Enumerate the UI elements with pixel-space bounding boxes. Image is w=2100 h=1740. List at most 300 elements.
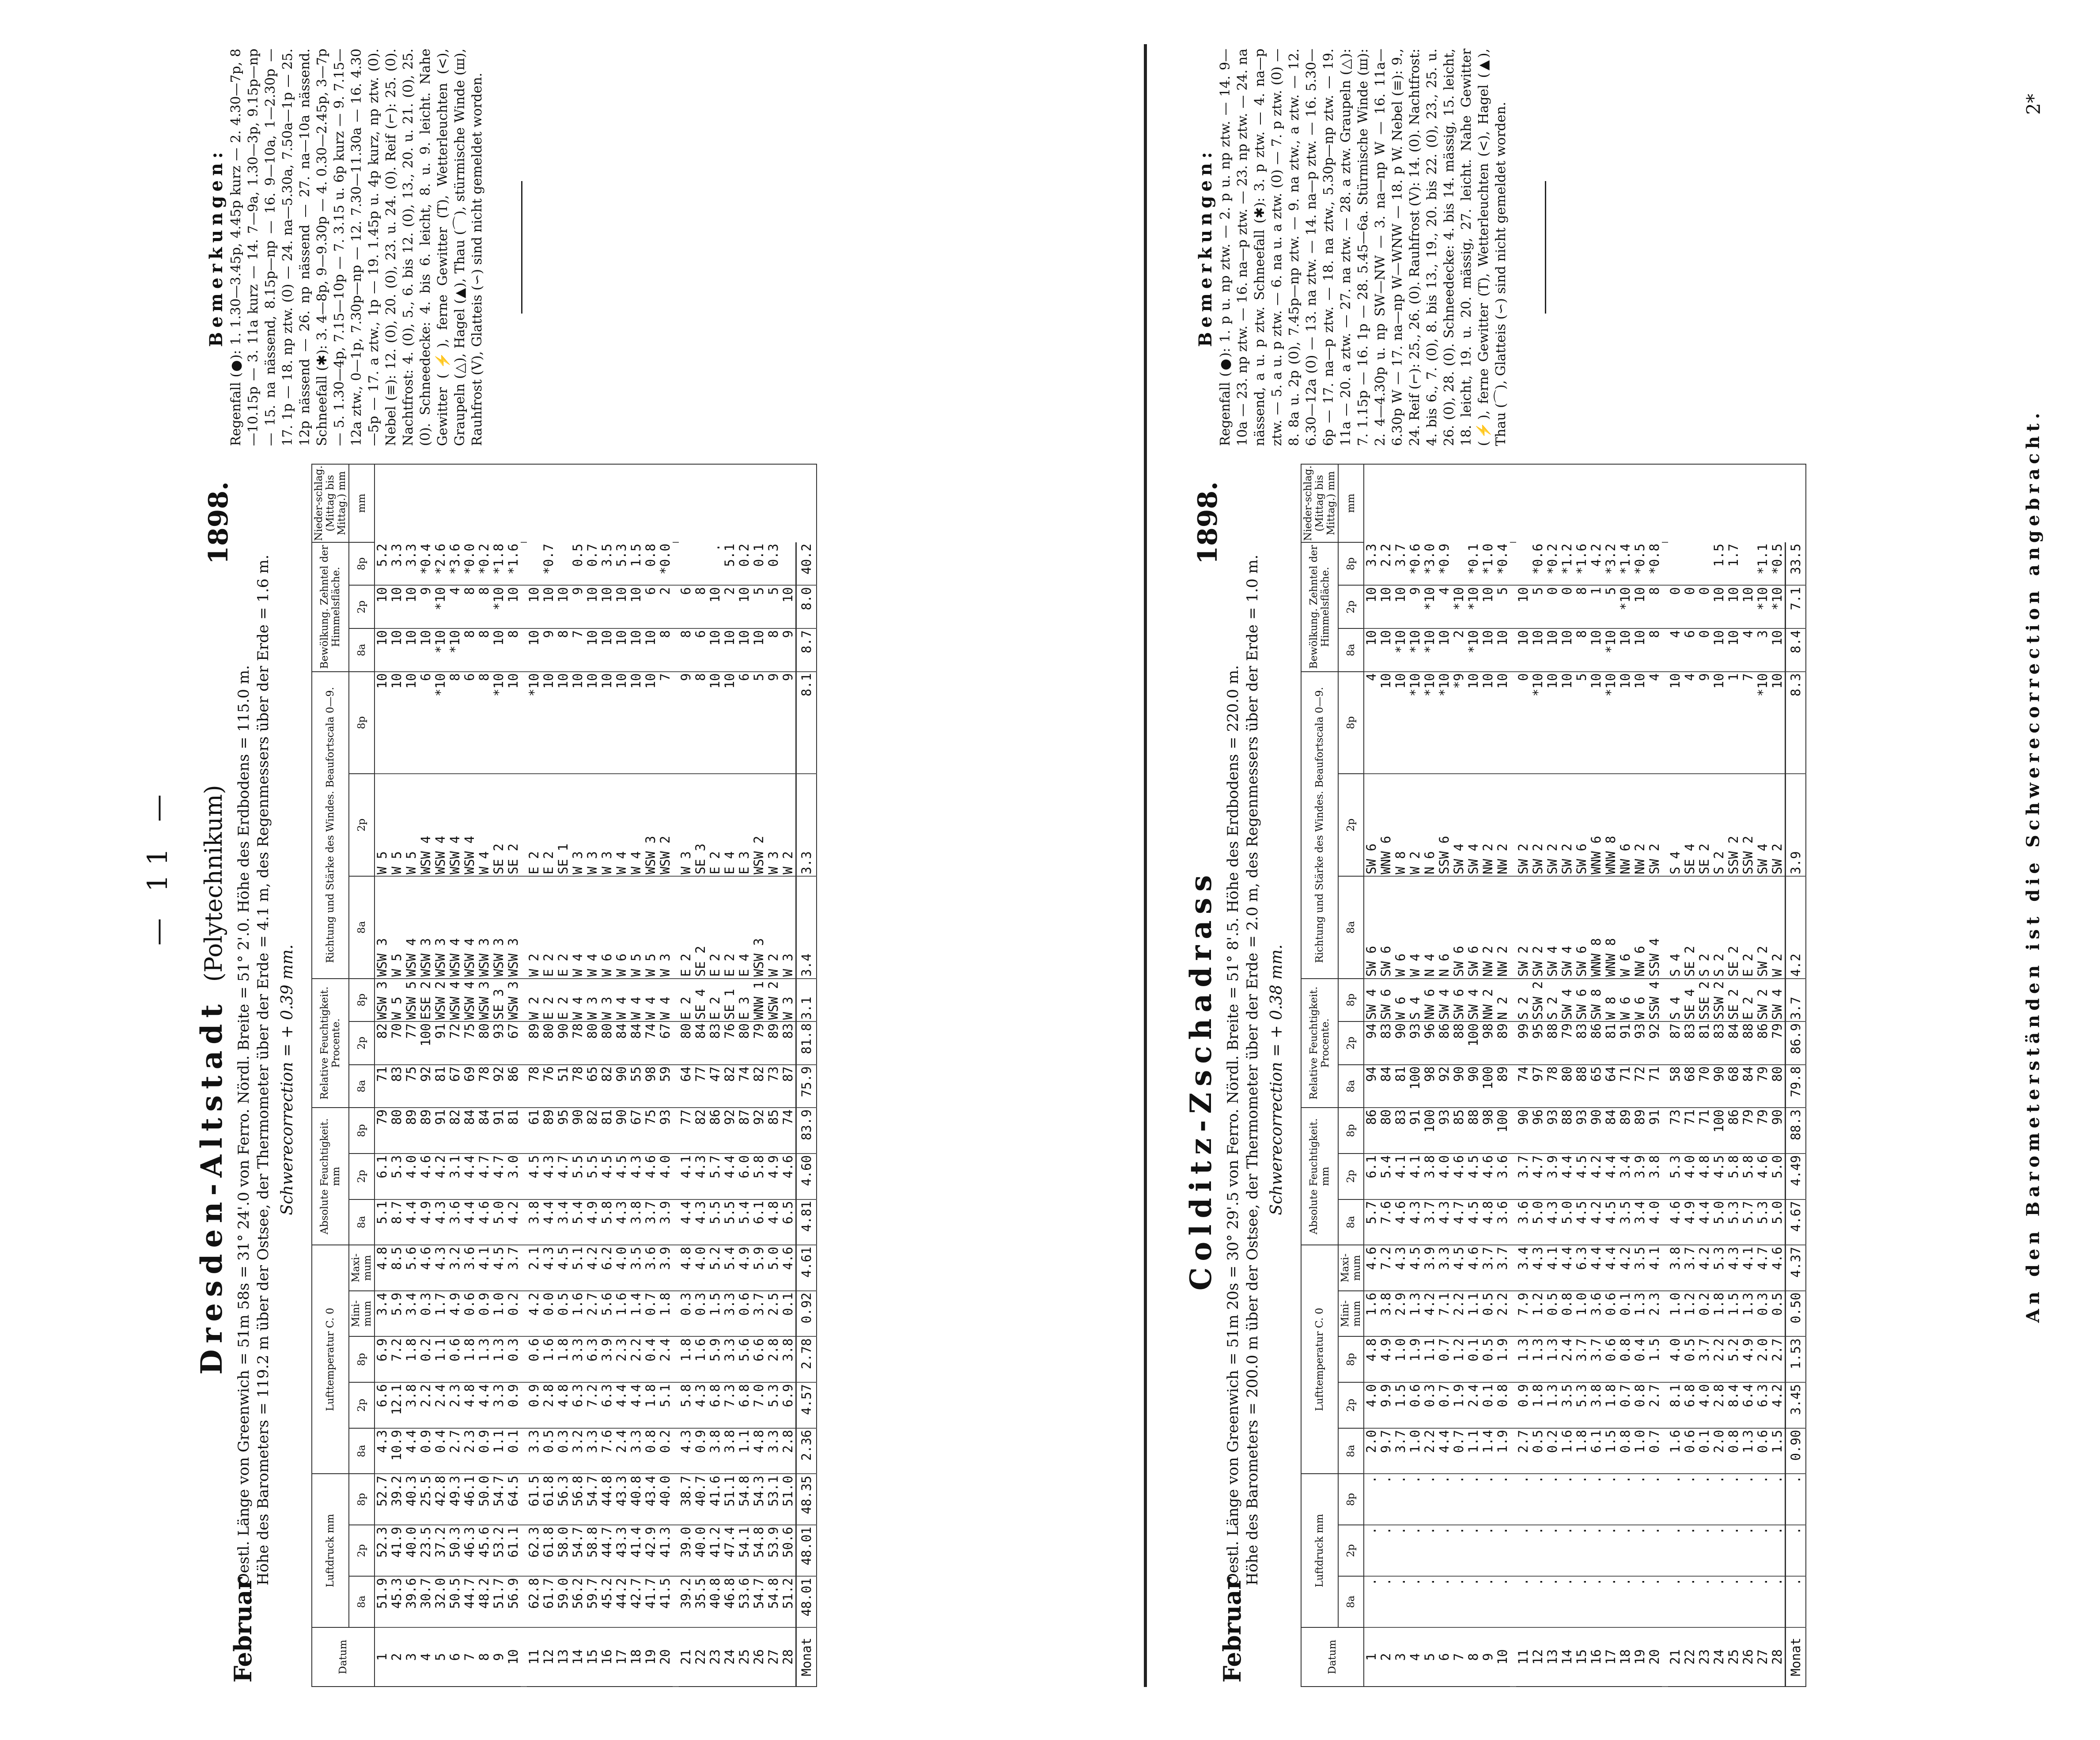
table-cell: *10 — [1423, 586, 1437, 629]
observation-table — [311, 464, 817, 1687]
table-cell: 46.1 — [462, 1474, 477, 1525]
table-cell: WNW 6 — [1589, 774, 1604, 876]
table-cell: 97 — [1531, 1065, 1545, 1108]
column-sub-t8a: 8a — [1338, 628, 1364, 672]
table-cell: 1.5 — [1604, 1428, 1618, 1474]
table-cell: 70 — [1697, 1065, 1712, 1108]
gap-cell — [1662, 628, 1668, 672]
table-cell: 86 — [1364, 1108, 1379, 1154]
table-cell: 17 — [1604, 1627, 1618, 1687]
table-cell: . — [1756, 1474, 1770, 1525]
table-cell: 90 — [614, 1065, 629, 1108]
table-cell: 94 — [1364, 1021, 1379, 1065]
table-cell: 0.5 — [1481, 1291, 1495, 1337]
table-cell: SW 4 — [1560, 876, 1574, 979]
table-row — [585, 464, 600, 1687]
table-cell: E 3 — [737, 774, 752, 876]
table-cell: 41.7 — [643, 1576, 658, 1627]
column-sub-t8p: 8p — [349, 1474, 375, 1525]
table-cell: 10 — [506, 586, 521, 629]
table-cell: 5.3 — [1756, 1199, 1770, 1245]
table-cell: 84 — [693, 1021, 708, 1065]
column-group-relfeucht: Relative Feuchtigkeit. Procente. — [1301, 979, 1338, 1108]
table-cell: . — [1452, 1525, 1466, 1576]
table-cell: 58 — [1668, 1065, 1683, 1108]
table-cell: *0.4 — [419, 542, 433, 586]
table-cell: 4.5 — [1452, 1245, 1466, 1291]
table-cell: 4.4 — [462, 1199, 477, 1245]
geo-line-2: Höhe des Barometers = 200.0 m über der Ostsee, der Thermometer über der Erde = 2.0 m, des Regenmessers über der Erde = 1.0 m. — [1244, 555, 1261, 1585]
table-cell: 1 — [1726, 672, 1741, 774]
table-cell: W 2 — [527, 876, 541, 979]
gap-cell — [521, 1382, 527, 1428]
table-cell: 4.9 — [585, 1199, 600, 1245]
table-cell: 5.9 — [390, 1291, 404, 1337]
table-cell: 10 — [1393, 672, 1408, 774]
table-cell: E 4 — [723, 774, 737, 876]
table-cell: 54.8 — [737, 1474, 752, 1525]
table-cell: 2 — [723, 586, 737, 629]
table-cell: 5.0 — [1560, 1199, 1574, 1245]
geo-info — [234, 473, 273, 1585]
table-cell: 3.7 — [1423, 1199, 1437, 1245]
table-cell: 9 — [1408, 586, 1423, 629]
table-cell: 2.8 — [541, 1382, 556, 1428]
table-cell: 10 — [723, 628, 737, 672]
table-cell: W 4 — [1408, 876, 1423, 979]
table-row — [1364, 464, 1379, 1687]
column-group-bewoelkung: Bewölkung. Zehntel der Himmelsfläche. — [1301, 542, 1338, 672]
table-row — [433, 464, 448, 1687]
table-cell: 5.3 — [1668, 1154, 1683, 1199]
table-cell: 6 — [693, 628, 708, 672]
table-cell: W 3 — [679, 774, 693, 876]
table-cell: 1.2 — [1531, 1291, 1545, 1337]
table-cell: 4.4 — [679, 1199, 693, 1245]
table-cell: 10 — [527, 586, 541, 629]
station-name-sub: (Polytechnikum) — [200, 785, 227, 982]
table-cell: SW 2 — [1516, 876, 1531, 979]
table-cell: 5.0 — [1770, 1199, 1786, 1245]
table-cell: 10 — [1618, 672, 1633, 774]
table-cell: WSW 3 — [477, 876, 492, 979]
table-cell: *10 — [1531, 672, 1545, 774]
table-row — [448, 464, 462, 1687]
table-cell: 1.5 — [1393, 1382, 1408, 1428]
table-cell: 10 — [541, 586, 556, 629]
table-cell: 3.8 — [404, 1382, 419, 1428]
table-cell: 2.8 — [781, 1428, 796, 1474]
table-cell: 1.3 — [1531, 1336, 1545, 1382]
table-cell: 4.6 — [1452, 1154, 1466, 1199]
table-cell: 80 — [541, 1021, 556, 1065]
table-cell: 27 — [766, 1627, 781, 1687]
table-cell: 3.5 — [1618, 1199, 1633, 1245]
table-cell: 10 — [1379, 628, 1393, 672]
table-cell: W 2 — [781, 774, 796, 876]
table-cell: 4.1 — [1647, 1245, 1662, 1291]
table-cell: 0 — [1668, 586, 1683, 629]
table-cell: 0.2 — [506, 1291, 521, 1337]
table-cell: 82 — [752, 1065, 766, 1108]
table-cell: 8.1 — [1668, 1382, 1683, 1428]
table-cell: 4.8 — [375, 1245, 390, 1291]
table-cell: SW 6 — [1574, 876, 1589, 979]
monthly-cell: 3.1 — [796, 979, 817, 1022]
table-cell: 4.6 — [1668, 1199, 1683, 1245]
table-cell: E 4 — [737, 876, 752, 979]
table-cell: . — [1560, 1525, 1574, 1576]
table-cell: 7.2 — [390, 1336, 404, 1382]
table-cell: W 6 — [1633, 979, 1647, 1022]
table-cell: 0.8 — [1726, 1428, 1741, 1474]
table-cell: SE 4 — [1683, 979, 1697, 1022]
table-cell: 89 — [766, 1021, 781, 1065]
table-cell: SE 1 — [723, 979, 737, 1022]
table-cell: 10 — [390, 586, 404, 629]
month: Februar — [1218, 1577, 1246, 1683]
table-cell: 69 — [462, 1065, 477, 1108]
table-cell: 0.4 — [643, 1336, 658, 1382]
table-cell: *2.6 — [433, 542, 448, 586]
table-cell: 4.6 — [1756, 1154, 1770, 1199]
table-cell: 5.3 — [614, 542, 629, 586]
table-cell: 8 — [1466, 1627, 1481, 1687]
table-cell: . — [1545, 1576, 1560, 1627]
table-cell: 42.8 — [433, 1474, 448, 1525]
column-sub-t8a: 8a — [1338, 1428, 1364, 1474]
table-cell: 45.2 — [600, 1576, 614, 1627]
table-cell: SE 2 — [1683, 876, 1697, 979]
table-cell: SE 2 — [1697, 774, 1712, 876]
table-cell: . — [1516, 1576, 1531, 1627]
table-cell: 7 — [1741, 672, 1756, 774]
gap-cell — [1510, 542, 1516, 586]
table-cell: 5.7 — [1364, 1199, 1379, 1245]
table-cell: S 2 — [1545, 979, 1560, 1022]
table-cell: 6.3 — [585, 1336, 600, 1382]
table-cell: 82 — [693, 1108, 708, 1154]
table-cell: 77 — [693, 1065, 708, 1108]
table-cell: 3.3 — [766, 1428, 781, 1474]
table-cell: SE 3 — [492, 979, 506, 1022]
table-cell: 2 — [1379, 1627, 1393, 1687]
table-cell: 4.8 — [462, 1382, 477, 1428]
table-cell: 56.9 — [506, 1576, 521, 1627]
table-cell: 9 — [1481, 1627, 1495, 1687]
table-cell: 5.8 — [679, 1382, 693, 1428]
table-cell: 80 — [1379, 1108, 1393, 1154]
table-cell: 71 — [1697, 1108, 1712, 1154]
gap-cell — [1510, 1021, 1516, 1065]
table-cell: 3.3 — [571, 1336, 585, 1382]
table-cell: 4.4 — [462, 1154, 477, 1199]
table-cell: 89 — [404, 1108, 419, 1154]
table-cell: 74 — [737, 1065, 752, 1108]
table-cell: 4 — [448, 586, 462, 629]
table-cell: 6.3 — [1574, 1245, 1589, 1291]
table-cell: 0.4 — [1633, 1336, 1647, 1382]
table-cell: . — [1618, 1474, 1633, 1525]
table-cell: 3 — [1393, 1627, 1408, 1687]
column-sub-t2p: 2p — [349, 1154, 375, 1199]
table-cell: . — [1574, 1576, 1589, 1627]
table-cell: E 2 — [1741, 979, 1756, 1022]
table-cell: 88 — [1466, 1108, 1481, 1154]
table-cell: . — [1408, 1525, 1423, 1576]
table-cell: 4.5 — [1712, 1154, 1726, 1199]
table-cell: 71 — [1647, 1065, 1662, 1108]
table-cell: 9 — [492, 1627, 506, 1687]
table-cell: 4.3 — [433, 1199, 448, 1245]
table-cell: 50.5 — [448, 1576, 462, 1627]
table-cell: 2.3 — [1647, 1291, 1662, 1337]
table-cell: 44.7 — [600, 1525, 614, 1576]
table-cell: 5.4 — [737, 1199, 752, 1245]
table-cell: SW 6 — [1574, 979, 1589, 1022]
table-cell: 45.6 — [477, 1525, 492, 1576]
table-cell: 6.1 — [1364, 1154, 1379, 1199]
table-cell: *10 — [492, 586, 506, 629]
table-cell: 5.2 — [708, 1245, 723, 1291]
table-cell: 6 — [643, 586, 658, 629]
table-cell: 39.6 — [404, 1576, 419, 1627]
gap-cell — [1510, 464, 1516, 542]
table-cell: 1.0 — [492, 1291, 506, 1337]
column-sub-t8p: 8p — [349, 542, 375, 586]
table-cell: 75 — [462, 1021, 477, 1065]
table-cell: 50.0 — [477, 1474, 492, 1525]
table-cell: 4.3 — [614, 1199, 629, 1245]
table-cell: 41.5 — [658, 1576, 673, 1627]
table-cell: *10 — [527, 672, 541, 774]
table-cell: 10 — [1633, 628, 1647, 672]
table-cell: 10 — [1545, 628, 1560, 672]
table-cell: 90 — [1589, 1108, 1604, 1154]
table-cell: 72 — [1633, 1065, 1647, 1108]
table-cell: 44.7 — [462, 1576, 477, 1627]
table-cell: 4 — [1364, 672, 1379, 774]
table-cell: 7.2 — [585, 1382, 600, 1428]
table-cell: 64.5 — [506, 1474, 521, 1525]
table-cell: 4.4 — [1604, 1154, 1618, 1199]
table-cell: 4.3 — [1408, 1199, 1423, 1245]
table-cell: *0.7 — [541, 542, 556, 586]
table-cell: 98 — [1423, 1065, 1437, 1108]
table-cell: 83 — [1574, 1021, 1589, 1065]
table-cell: 6 — [462, 672, 477, 774]
table-cell: 51.0 — [781, 1474, 796, 1525]
column-sub-t2p: 2p — [349, 774, 375, 876]
table-cell: 4.0 — [1697, 1382, 1712, 1428]
table-cell: . — [1647, 1474, 1662, 1525]
table-cell: . — [1604, 1474, 1618, 1525]
table-cell: NW 2 — [1481, 774, 1495, 876]
table-cell: 5.5 — [571, 1154, 585, 1199]
table-cell: 3.3 — [723, 1336, 737, 1382]
table-cell: . — [1452, 1576, 1466, 1627]
table-cell: 4.4 — [1437, 1428, 1452, 1474]
table-cell: 1.8 — [643, 1382, 658, 1428]
table-cell: WSW 2 — [752, 774, 766, 876]
table-cell: 10 — [737, 628, 752, 672]
gap-cell — [1510, 876, 1516, 979]
table-cell: 10 — [1531, 628, 1545, 672]
decade-gap — [673, 464, 679, 1687]
table-cell: 1.3 — [1741, 1428, 1756, 1474]
table-cell: 4.4 — [477, 1382, 492, 1428]
table-cell: 47 — [708, 1065, 723, 1108]
table-cell: *1.8 — [492, 542, 506, 586]
table-cell: 0.6 — [1683, 1428, 1697, 1474]
column-sub-t8a: 8a — [349, 628, 375, 672]
table-cell: 77 — [679, 1108, 693, 1154]
table-cell: . — [1437, 1576, 1452, 1627]
table-cell: 0.5 — [1545, 1291, 1560, 1337]
table-cell: 51 — [556, 1065, 571, 1108]
table-cell: SSW 4 — [1647, 876, 1662, 979]
table-row — [1741, 464, 1756, 1687]
table-cell: 40.8 — [708, 1576, 723, 1627]
table-cell: SE 2 — [492, 774, 506, 876]
gap-cell — [1510, 1108, 1516, 1154]
table-cell: 89 — [1633, 1108, 1647, 1154]
table-cell: 1.4 — [1481, 1428, 1495, 1474]
monthly-cell: 48.35 — [796, 1474, 817, 1525]
table-cell: SW 2 — [1770, 774, 1786, 876]
table-cell: 10 — [506, 672, 521, 774]
table-cell: 1.6 — [541, 1336, 556, 1382]
gap-cell — [521, 542, 527, 586]
table-cell: 3.5 — [1560, 1382, 1574, 1428]
table-cell: W 3 — [766, 774, 781, 876]
table-cell: 1.6 — [571, 1291, 585, 1337]
table-cell: S 4 — [1668, 774, 1683, 876]
table-cell: 0.7 — [585, 542, 600, 586]
table-cell: 10 — [375, 672, 390, 774]
table-cell: 6 — [679, 586, 693, 629]
table-cell: 54.8 — [752, 1525, 766, 1576]
table-cell: 1.5 — [1726, 1291, 1741, 1337]
table-row — [658, 464, 673, 1687]
table-cell: 7 — [462, 1627, 477, 1687]
table-cell: 10 — [643, 672, 658, 774]
column-group-datum: Datum — [312, 1627, 375, 1687]
table-cell: W 5 — [375, 774, 390, 876]
table-cell: . — [1633, 1525, 1647, 1576]
table-cell: . — [1379, 1525, 1393, 1576]
table-cell: 8 — [1574, 586, 1589, 629]
table-cell: SW 2 — [1756, 876, 1770, 979]
table-cell: 1 — [1364, 1627, 1379, 1687]
table-cell: 0.7 — [1452, 1428, 1466, 1474]
table-cell: 10 — [1393, 586, 1408, 629]
table-cell: 0.9 — [527, 1382, 541, 1428]
table-cell: 89 — [527, 1021, 541, 1065]
table-cell: 26 — [752, 1627, 766, 1687]
table-cell: 1.8 — [658, 1291, 673, 1337]
table-cell: 1.0 — [1408, 1428, 1423, 1474]
table-cell: 68 — [1726, 1065, 1741, 1108]
table-cell: 10 — [600, 628, 614, 672]
table-cell: 1.6 — [693, 1336, 708, 1382]
table-row — [1633, 464, 1647, 1687]
table-cell: 92 — [419, 1065, 433, 1108]
gap-cell — [1662, 1576, 1668, 1627]
table-cell: 2.2 — [1495, 1291, 1510, 1337]
table-cell: 4.5 — [1466, 1199, 1481, 1245]
gap-cell — [521, 628, 527, 672]
table-row — [752, 464, 766, 1687]
table-cell: 1.8 — [1604, 1382, 1618, 1428]
gap-cell — [673, 1021, 679, 1065]
table-cell: 4.3 — [679, 1428, 693, 1474]
column-sub-t8a: 8a — [349, 1199, 375, 1245]
table-cell: 6.1 — [1589, 1428, 1604, 1474]
table-cell: 5 — [1495, 586, 1510, 629]
table-cell: 85 — [766, 1108, 781, 1154]
table-row — [1560, 464, 1574, 1687]
table-cell: 80 — [390, 1108, 404, 1154]
monthly-cell: 0.92 — [796, 1291, 817, 1337]
table-row — [527, 464, 541, 1687]
table-row — [600, 464, 614, 1687]
table-cell: 4 — [1668, 628, 1683, 672]
table-cell: SE 2 — [1726, 876, 1741, 979]
table-cell: 4 — [1408, 1627, 1423, 1687]
table-cell: W 6 — [600, 876, 614, 979]
table-cell: . — [1408, 1474, 1423, 1525]
gap-cell — [1510, 774, 1516, 876]
table-cell: 0.3 — [766, 542, 781, 586]
table-cell: 3.8 — [1423, 1154, 1437, 1199]
table-cell: 0.4 — [433, 1428, 448, 1474]
monthly-cell: 8.0 — [796, 586, 817, 629]
table-cell: . — [1379, 1474, 1393, 1525]
table-cell: 3.6 — [448, 1199, 462, 1245]
table-cell: 53.9 — [766, 1525, 781, 1576]
table-cell: 45.3 — [390, 1576, 404, 1627]
table-cell: SE 3 — [693, 774, 708, 876]
table-cell: *10 — [1408, 672, 1423, 774]
table-cell: 1.6 — [614, 1291, 629, 1337]
table-cell: 3.7 — [1393, 1428, 1408, 1474]
table-cell: W 6 — [614, 876, 629, 979]
gap-cell — [521, 1199, 527, 1245]
table-cell: W 5 — [390, 979, 404, 1022]
table-cell: 0.5 — [571, 542, 585, 586]
table-cell: 25.5 — [419, 1474, 433, 1525]
table-cell: 5 — [766, 586, 781, 629]
table-cell: 51.7 — [492, 1576, 506, 1627]
table-cell: 100 — [1712, 1108, 1726, 1154]
table-row — [506, 464, 521, 1687]
table-cell: 5.3 — [1574, 1382, 1589, 1428]
gravity-correction: Schwerecorrection = + 0.39 mm. — [278, 944, 296, 1215]
table-cell: 7.2 — [1379, 1245, 1393, 1291]
table-row — [1770, 464, 1786, 1687]
table-cell: . — [1516, 1474, 1531, 1525]
table-cell: E 2 — [708, 774, 723, 876]
table-cell: . — [1668, 1525, 1683, 1576]
table-cell: 62.3 — [527, 1525, 541, 1576]
table-cell: 83 — [390, 1065, 404, 1108]
table-cell: 4.4 — [1697, 1199, 1712, 1245]
table-cell: 8 — [462, 628, 477, 672]
table-cell: SW 2 — [1516, 774, 1531, 876]
monthly-cell: 4.2 — [1786, 876, 1806, 979]
table-cell: . — [1589, 1576, 1604, 1627]
